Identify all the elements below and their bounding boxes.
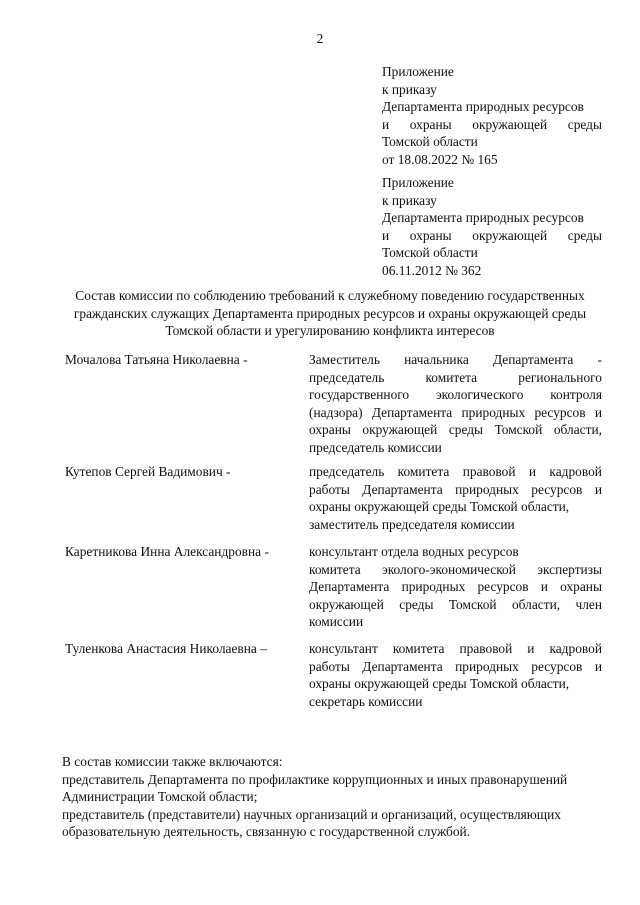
title-line: Томской области и урегулированию конфликта интересов	[165, 323, 495, 338]
word: правовой	[462, 464, 516, 479]
word: ресурсов	[477, 579, 529, 594]
role-line: комиссии	[309, 614, 364, 629]
word: работы	[309, 481, 350, 497]
role-line	[309, 463, 602, 481]
role-line	[309, 640, 602, 658]
word: и	[594, 404, 602, 420]
word: член	[575, 596, 602, 612]
additional-members-section	[62, 753, 602, 841]
appendix-region: Томской области	[382, 245, 478, 260]
role-line	[309, 561, 602, 579]
word: и	[527, 641, 535, 656]
appendix-block	[382, 63, 602, 168]
word: работы	[309, 658, 350, 674]
word: кадровой	[549, 464, 602, 479]
word: среды	[448, 422, 484, 437]
word: охраны	[409, 227, 452, 243]
word: Департамента	[371, 404, 453, 420]
footer-item-line: Администрации Томской области;	[62, 789, 258, 804]
word: государственного	[309, 387, 410, 402]
word: и	[594, 481, 602, 497]
appendix-order-ref: к приказу	[382, 192, 437, 208]
footer-intro: В состав комиссии также включаются:	[62, 754, 283, 769]
role-line	[309, 404, 602, 422]
member-name: Туленкова Анастасия Николаевна –	[65, 641, 267, 656]
word: окружающей	[472, 227, 548, 243]
word: окружающей	[362, 422, 438, 437]
word: кадровой	[549, 641, 602, 656]
member-role	[309, 463, 602, 533]
word: Томской	[494, 422, 543, 437]
appendix-department-cont	[382, 116, 602, 134]
word: экологического	[435, 387, 524, 402]
word: среды	[567, 116, 602, 132]
word: охраны	[309, 422, 351, 437]
appendix-order-date: от 18.08.2022 № 165	[382, 151, 498, 167]
appendix-block	[382, 174, 602, 279]
role-line: заместитель председателя комиссии	[309, 516, 515, 532]
role-line	[309, 578, 602, 596]
role-line	[309, 351, 602, 369]
appendix-department: Департамента природных ресурсов	[382, 99, 584, 114]
word: Департамента	[362, 658, 443, 674]
role-line: консультант отдела водных ресурсов	[309, 544, 519, 559]
word: комитета	[309, 561, 361, 577]
word: и	[382, 116, 390, 132]
word: окружающей	[309, 596, 384, 612]
appendix-region: Томской области	[382, 134, 478, 149]
footer-item-line: представитель (представители) научных организаций и организаций, осуществляющих	[62, 806, 561, 822]
word: окружающей	[472, 116, 548, 132]
role-line	[309, 481, 602, 499]
commission-title	[58, 287, 602, 340]
role-line	[309, 658, 602, 676]
word: области,	[553, 422, 602, 437]
word: охраны	[560, 579, 602, 594]
footer-item-line: представитель Департамента по профилактике коррупционных и иных правонарушений	[62, 771, 568, 787]
appendix-department: Департамента природных ресурсов	[382, 210, 584, 225]
word: ресурсов	[534, 404, 586, 420]
word: Департамента	[362, 481, 443, 497]
word: охраны	[409, 116, 452, 132]
role-line	[309, 386, 602, 404]
word: (надзора)	[309, 404, 363, 420]
appendix-order-ref: к приказу	[382, 81, 437, 97]
title-line: Состав комиссии по соблюдению требований к служебному поведению государственных	[75, 288, 585, 303]
word: природных	[461, 404, 526, 420]
member-name: Мочалова Татьяна Николаевна -	[65, 352, 248, 367]
member-role	[309, 351, 602, 456]
word: ресурсов	[531, 658, 583, 674]
role-line: охраны окружающей среды Томской области,	[309, 499, 570, 514]
appendix-label: Приложение	[382, 64, 454, 79]
word: среды	[399, 596, 434, 612]
member-role	[309, 543, 602, 631]
word: и	[594, 658, 602, 674]
role-line: секретарь комиссии	[309, 693, 423, 709]
footer-item-line: образовательную деятельность, связанную с государственной службой.	[62, 824, 471, 839]
word: регионального	[518, 369, 602, 385]
appendix-order-date: 06.11.2012 № 362	[382, 262, 482, 278]
word: начальника	[404, 352, 469, 367]
word: природных	[401, 579, 466, 594]
word: комитета	[392, 641, 445, 656]
word: комитета	[397, 464, 450, 479]
word: и	[382, 227, 390, 243]
word: председатель	[309, 369, 385, 385]
role-line: охраны окружающей среды Томской области,	[309, 676, 570, 691]
word: и	[540, 579, 548, 594]
page-number: 2	[316, 31, 324, 46]
word: ресурсов	[531, 481, 583, 497]
word: Департамента	[309, 579, 390, 594]
word: экспертизы	[537, 561, 602, 577]
appendix-department-cont	[382, 227, 602, 245]
role-line	[309, 596, 602, 614]
role-line	[309, 421, 602, 439]
word: и	[528, 464, 537, 479]
word: консультант	[309, 641, 378, 656]
word: природных	[455, 658, 519, 674]
word: Томской	[448, 596, 497, 612]
word: правовой	[459, 641, 513, 656]
role-line: председатель комиссии	[309, 439, 442, 455]
title-line: гражданских служащих Департамента природных ресурсов и охраны окружающей среды	[73, 305, 587, 321]
word: Заместитель	[309, 352, 380, 367]
word: эколого-экономической	[381, 561, 516, 577]
member-name: Кутепов Сергей Вадимович -	[65, 464, 231, 479]
member-name: Каретникова Инна Александровна -	[65, 544, 269, 559]
word: среды	[567, 227, 602, 243]
appendix-label: Приложение	[382, 175, 454, 190]
word: Департамента	[492, 352, 574, 367]
word: природных	[455, 481, 519, 497]
role-line	[309, 369, 602, 387]
word: председатель	[309, 464, 385, 479]
member-role	[309, 640, 602, 710]
word: -	[597, 352, 602, 367]
word: контроля	[550, 387, 602, 402]
word: комитета	[425, 369, 478, 385]
word: области,	[511, 596, 561, 612]
